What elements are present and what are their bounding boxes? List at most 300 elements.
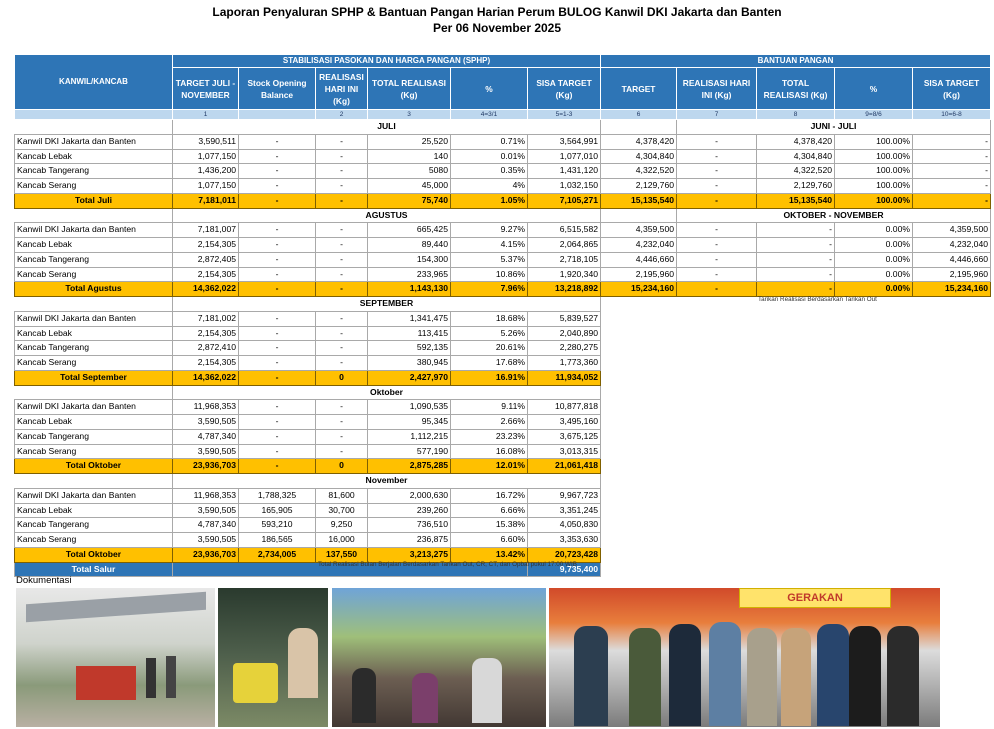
- table-cell: 3,590,505: [173, 415, 239, 430]
- formula-cell: 6: [601, 110, 677, 120]
- total-cell: 137,550: [316, 547, 368, 562]
- bp-cell: 4,304,840: [601, 149, 677, 164]
- bp-cell: 0.00%: [835, 223, 913, 238]
- total-cell: 7,105,271: [528, 193, 601, 208]
- table-cell: 4.15%: [451, 238, 528, 253]
- table-cell: -: [316, 429, 368, 444]
- table-cell: 665,425: [368, 223, 451, 238]
- table-cell: 1,077,010: [528, 149, 601, 164]
- report-title: Laporan Penyaluran SPHP & Bantuan Pangan Harian Perum BULOG Kanwil DKI Jakarta dan Banten: [212, 5, 782, 19]
- section-row: [15, 474, 991, 489]
- total-cell: 7.96%: [451, 282, 528, 297]
- row-label: Kancab Serang: [15, 356, 173, 371]
- table-cell: 736,510: [368, 518, 451, 533]
- bp-section-label: JUNI - JULI: [677, 120, 991, 135]
- table-cell: 1,077,150: [173, 149, 239, 164]
- table-cell: -: [239, 429, 316, 444]
- photo-distribution-tent: [16, 588, 215, 727]
- total-row: [15, 547, 991, 562]
- total-cell: -: [239, 459, 316, 474]
- table-cell: 25,520: [368, 134, 451, 149]
- bp-total-cell: -: [913, 193, 991, 208]
- section-label: November: [173, 474, 601, 489]
- row-label: Kancab Tangerang: [15, 518, 173, 533]
- total-cell: 3,213,275: [368, 547, 451, 562]
- table-cell: -: [316, 238, 368, 253]
- total-label: Total September: [15, 370, 173, 385]
- table-cell: 7,181,002: [173, 311, 239, 326]
- formula-cell: 8: [757, 110, 835, 120]
- bp-cell: 4,359,500: [913, 223, 991, 238]
- table-cell: [601, 311, 991, 326]
- table-cell: 592,135: [368, 341, 451, 356]
- bp-cell: -: [677, 267, 757, 282]
- bp-cell: -: [677, 134, 757, 149]
- section-row: [15, 120, 991, 135]
- table-cell: 233,965: [368, 267, 451, 282]
- table-cell: 380,945: [368, 356, 451, 371]
- bp-cell: 4,304,840: [757, 149, 835, 164]
- table-cell: -: [316, 400, 368, 415]
- table-cell: 3,590,511: [173, 134, 239, 149]
- formula-cell: 7: [677, 110, 757, 120]
- column-header: TOTAL REALISASI (Kg): [757, 68, 835, 110]
- total-cell: 13.42%: [451, 547, 528, 562]
- table-cell: -: [316, 311, 368, 326]
- table-cell: 1,773,360: [528, 356, 601, 371]
- table-cell: 1,436,200: [173, 164, 239, 179]
- bp-cell: -: [677, 164, 757, 179]
- table-row: [15, 415, 991, 430]
- total-cell: 2,734,005: [239, 547, 316, 562]
- bp-section-label: OKTOBER - NOVEMBER: [677, 208, 991, 223]
- table-cell: -: [239, 444, 316, 459]
- row-label: Kancab Lebak: [15, 238, 173, 253]
- row-label: Kancab Serang: [15, 533, 173, 548]
- table-cell: 3,351,245: [528, 503, 601, 518]
- bp-cell: -: [757, 223, 835, 238]
- documentation-label: Dokumentasi: [16, 575, 72, 586]
- row-label: Kanwil DKI Jakarta dan Banten: [15, 134, 173, 149]
- table-cell: [601, 562, 991, 577]
- table-cell: 3,495,160: [528, 415, 601, 430]
- table-cell: -: [316, 223, 368, 238]
- row-label: Kancab Serang: [15, 179, 173, 194]
- table-cell: -: [239, 356, 316, 371]
- table-cell: 236,875: [368, 533, 451, 548]
- bp-total-cell: 15,135,540: [601, 193, 677, 208]
- row-label: Kanwil DKI Jakarta dan Banten: [15, 223, 173, 238]
- table-row: [15, 326, 991, 341]
- column-header: %: [451, 68, 528, 110]
- bp-cell: 0.00%: [835, 252, 913, 267]
- bp-cell: -: [913, 134, 991, 149]
- table-cell: -: [239, 400, 316, 415]
- section-label: AGUSTUS: [173, 208, 601, 223]
- photo-rice-bags-truck: [218, 588, 328, 727]
- row-label: Kancab Tangerang: [15, 252, 173, 267]
- bp-cell: 4,378,420: [601, 134, 677, 149]
- header-group-row: [15, 55, 991, 68]
- photo-banner: GERAKAN: [739, 588, 891, 608]
- table-cell: [601, 533, 991, 548]
- bp-cell: 4,232,040: [913, 238, 991, 253]
- table-row: [15, 164, 991, 179]
- table-cell: -: [316, 134, 368, 149]
- bp-cell: 4,446,660: [601, 252, 677, 267]
- table-row: [15, 134, 991, 149]
- table-cell: 81,600: [316, 488, 368, 503]
- formula-cell: 1: [173, 110, 239, 120]
- bp-cell: 4,359,500: [601, 223, 677, 238]
- table-cell: 3,013,315: [528, 444, 601, 459]
- bp-cell: 2,129,760: [601, 179, 677, 194]
- column-header: REALISASI HARI INI (Kg): [677, 68, 757, 110]
- column-header: TARGET: [601, 68, 677, 110]
- bp-cell: 4,322,520: [601, 164, 677, 179]
- table-cell: 2,718,105: [528, 252, 601, 267]
- table-cell: [601, 429, 991, 444]
- table-cell: -: [239, 179, 316, 194]
- table-cell: 1,032,150: [528, 179, 601, 194]
- table-cell: 0.01%: [451, 149, 528, 164]
- bp-cell: 4,378,420: [757, 134, 835, 149]
- bp-cell: 4,322,520: [757, 164, 835, 179]
- table-cell: -: [316, 341, 368, 356]
- column-header: Stock Opening Balance: [239, 68, 316, 110]
- table-row: [15, 252, 991, 267]
- table-cell: -: [239, 415, 316, 430]
- table-cell: 4,050,830: [528, 518, 601, 533]
- table-cell: 5,839,527: [528, 311, 601, 326]
- total-cell: -: [316, 193, 368, 208]
- table-cell: 2,872,405: [173, 252, 239, 267]
- table-cell: 154,300: [368, 252, 451, 267]
- table-row: [15, 179, 991, 194]
- total-cell: 0: [316, 459, 368, 474]
- row-label: Kancab Lebak: [15, 415, 173, 430]
- table-cell: 2,064,865: [528, 238, 601, 253]
- table-row: [15, 518, 991, 533]
- table-cell: [15, 208, 173, 223]
- table-cell: [601, 459, 991, 474]
- table-cell: -: [239, 134, 316, 149]
- total-cell: 23,936,703: [173, 459, 239, 474]
- table-cell: 3,353,630: [528, 533, 601, 548]
- table-cell: -: [316, 267, 368, 282]
- table-cell: 10.86%: [451, 267, 528, 282]
- total-row: [15, 459, 991, 474]
- table-cell: 5080: [368, 164, 451, 179]
- table-cell: 4,787,340: [173, 429, 239, 444]
- table-cell: -: [239, 326, 316, 341]
- total-cell: -: [239, 193, 316, 208]
- table-cell: 4,787,340: [173, 518, 239, 533]
- table-cell: 2,280,275: [528, 341, 601, 356]
- table-cell: 3,590,505: [173, 444, 239, 459]
- table-row: [15, 533, 991, 548]
- bp-cell: 2,195,960: [913, 267, 991, 282]
- table-cell: -: [316, 164, 368, 179]
- table-cell: 2.66%: [451, 415, 528, 430]
- bp-cell: 2,129,760: [757, 179, 835, 194]
- table-row: [15, 267, 991, 282]
- total-row: [15, 193, 991, 208]
- table-cell: -: [239, 164, 316, 179]
- total-cell: 23,936,703: [173, 547, 239, 562]
- bp-cell: -: [677, 179, 757, 194]
- row-label: Kanwil DKI Jakarta dan Banten: [15, 311, 173, 326]
- table-cell: [15, 474, 173, 489]
- table-cell: [601, 326, 991, 341]
- header-bp-group: BANTUAN PANGAN: [601, 55, 991, 68]
- total-cell: 2,875,285: [368, 459, 451, 474]
- distribution-table: [14, 54, 991, 577]
- table-row: [15, 444, 991, 459]
- formula-cell: [239, 110, 316, 120]
- table-row: [15, 341, 991, 356]
- table-row: [15, 238, 991, 253]
- total-label: Total Juli: [15, 193, 173, 208]
- row-label: Kancab Lebak: [15, 149, 173, 164]
- total-cell: 1,143,130: [368, 282, 451, 297]
- photo-crowd-market: [332, 588, 546, 727]
- table-cell: 6,515,582: [528, 223, 601, 238]
- total-row: [15, 370, 991, 385]
- total-cell: -: [239, 370, 316, 385]
- report-date: Per 06 November 2025: [432, 21, 562, 35]
- table-cell: 2,154,305: [173, 356, 239, 371]
- bp-cell: -: [677, 223, 757, 238]
- total-cell: 14,362,022: [173, 282, 239, 297]
- bp-cell: 0.00%: [835, 267, 913, 282]
- table-cell: 10,877,818: [528, 400, 601, 415]
- bp-cell: -: [757, 238, 835, 253]
- table-cell: -: [239, 223, 316, 238]
- bp-cell: 2,195,960: [601, 267, 677, 282]
- bp-cell: 0.00%: [835, 238, 913, 253]
- table-cell: 3,675,125: [528, 429, 601, 444]
- table-row: [15, 223, 991, 238]
- total-cell: 11,934,052: [528, 370, 601, 385]
- table-cell: -: [316, 444, 368, 459]
- table-cell: 45,000: [368, 179, 451, 194]
- table-cell: 2,000,630: [368, 488, 451, 503]
- table-cell: 0.35%: [451, 164, 528, 179]
- bp-cell: -: [677, 238, 757, 253]
- bp-cell: 4,232,040: [601, 238, 677, 253]
- total-cell: 2,427,970: [368, 370, 451, 385]
- table-cell: 11,968,353: [173, 400, 239, 415]
- table-cell: 4%: [451, 179, 528, 194]
- header-sphp-group: STABILISASI PASOKAN DAN HARGA PANGAN (SPHP): [173, 55, 601, 68]
- table-cell: 3,564,991: [528, 134, 601, 149]
- table-row: [15, 488, 991, 503]
- table-row: [15, 503, 991, 518]
- table-cell: 3,590,505: [173, 503, 239, 518]
- column-header: %: [835, 68, 913, 110]
- total-cell: -: [239, 282, 316, 297]
- table-cell: -: [316, 149, 368, 164]
- table-cell: [601, 400, 991, 415]
- table-cell: -: [239, 252, 316, 267]
- table-cell: 9.11%: [451, 400, 528, 415]
- bp-total-cell: 100.00%: [835, 193, 913, 208]
- photo-officials-group: [549, 588, 940, 727]
- bp-cell: -: [913, 149, 991, 164]
- total-salur-value: 9,735,400: [528, 562, 601, 577]
- total-row: [15, 282, 991, 297]
- section-label: SEPTEMBER: [173, 297, 601, 312]
- table-cell: [15, 297, 173, 312]
- bp-cell: 100.00%: [835, 134, 913, 149]
- table-row: [15, 429, 991, 444]
- table-cell: [601, 444, 991, 459]
- table-cell: 1,431,120: [528, 164, 601, 179]
- formula-cell: 2: [316, 110, 368, 120]
- table-cell: 3,590,505: [173, 533, 239, 548]
- total-salur-label: Total Salur: [15, 562, 173, 577]
- table-cell: 0.71%: [451, 134, 528, 149]
- table-cell: -: [239, 341, 316, 356]
- table-row: [15, 149, 991, 164]
- section-label: Oktober: [173, 385, 601, 400]
- table-cell: 9,967,723: [528, 488, 601, 503]
- formula-cell: [15, 110, 173, 120]
- table-cell: 1,090,535: [368, 400, 451, 415]
- total-label: Total Oktober: [15, 547, 173, 562]
- row-label: Kanwil DKI Jakarta dan Banten: [15, 488, 173, 503]
- column-header: TOTAL REALISASI (Kg): [368, 68, 451, 110]
- total-cell: 13,218,892: [528, 282, 601, 297]
- table-cell: -: [239, 238, 316, 253]
- table-cell: [601, 503, 991, 518]
- column-header: REALISASI HARI INI (Kg): [316, 68, 368, 110]
- table-cell: [601, 547, 991, 562]
- table-cell: 17.68%: [451, 356, 528, 371]
- header-formula-row: [15, 110, 991, 120]
- table-cell: [601, 474, 991, 489]
- table-cell: 165,905: [239, 503, 316, 518]
- bp-total-cell: 15,234,160: [601, 282, 677, 297]
- table-cell: 95,345: [368, 415, 451, 430]
- table-cell: 1,341,475: [368, 311, 451, 326]
- table-cell: 16,000: [316, 533, 368, 548]
- bp-cell: -: [677, 149, 757, 164]
- table-cell: -: [239, 267, 316, 282]
- table-cell: -: [239, 311, 316, 326]
- formula-cell: 3: [368, 110, 451, 120]
- table-cell: 9.27%: [451, 223, 528, 238]
- column-header: SISA TARGET (Kg): [528, 68, 601, 110]
- row-label: Kancab Serang: [15, 444, 173, 459]
- table-cell: -: [316, 326, 368, 341]
- table-cell: [601, 415, 991, 430]
- formula-cell: 5=1-3: [528, 110, 601, 120]
- table-cell: 1,920,340: [528, 267, 601, 282]
- table-cell: -: [316, 356, 368, 371]
- table-cell: 7,181,007: [173, 223, 239, 238]
- section-label: JULI: [173, 120, 601, 135]
- total-cell: 1.05%: [451, 193, 528, 208]
- table-cell: 239,260: [368, 503, 451, 518]
- table-cell: -: [239, 149, 316, 164]
- total-label: Total Oktober: [15, 459, 173, 474]
- bp-total-cell: 15,135,540: [757, 193, 835, 208]
- table-cell: 16.08%: [451, 444, 528, 459]
- table-cell: -: [316, 415, 368, 430]
- table-cell: 593,210: [239, 518, 316, 533]
- total-label: Total Agustus: [15, 282, 173, 297]
- bp-cell: 100.00%: [835, 164, 913, 179]
- table-cell: 5.26%: [451, 326, 528, 341]
- header-kanwil: KANWIL/KANCAB: [15, 55, 173, 110]
- table-cell: 577,190: [368, 444, 451, 459]
- bp-cell: -: [757, 267, 835, 282]
- row-label: Kancab Tangerang: [15, 341, 173, 356]
- table-cell: -: [316, 179, 368, 194]
- total-cell: 7,181,011: [173, 193, 239, 208]
- table-cell: 6.66%: [451, 503, 528, 518]
- bp-total-cell: -: [677, 282, 757, 297]
- table-cell: [15, 120, 173, 135]
- table-cell: 2,872,410: [173, 341, 239, 356]
- total-cell: 12.01%: [451, 459, 528, 474]
- section-row: [15, 208, 991, 223]
- table-cell: 2,040,890: [528, 326, 601, 341]
- table-cell: 6.60%: [451, 533, 528, 548]
- total-cell: 14,362,022: [173, 370, 239, 385]
- total-cell: 16.91%: [451, 370, 528, 385]
- table-cell: [15, 385, 173, 400]
- bp-cell: 4,446,660: [913, 252, 991, 267]
- total-cell: 20,723,428: [528, 547, 601, 562]
- table-cell: [601, 370, 991, 385]
- table-cell: [601, 385, 991, 400]
- total-cell: 21,061,418: [528, 459, 601, 474]
- table-row: [15, 311, 991, 326]
- bp-cell: 100.00%: [835, 149, 913, 164]
- bp-total-cell: -: [677, 193, 757, 208]
- table-cell: 11,968,353: [173, 488, 239, 503]
- table-cell: [601, 208, 677, 223]
- formula-cell: 9=8/6: [835, 110, 913, 120]
- table-cell: 23.23%: [451, 429, 528, 444]
- table-cell: -: [316, 252, 368, 267]
- table-cell: [601, 120, 677, 135]
- table-cell: 9,250: [316, 518, 368, 533]
- table-cell: 16.72%: [451, 488, 528, 503]
- total-cell: 75,740: [368, 193, 451, 208]
- table-cell: 18.68%: [451, 311, 528, 326]
- bp-total-cell: 15,234,160: [913, 282, 991, 297]
- bp-cell: -: [913, 164, 991, 179]
- bp-cell: -: [913, 179, 991, 194]
- section-row: [15, 385, 991, 400]
- bp-cell: 100.00%: [835, 179, 913, 194]
- table-cell: [601, 341, 991, 356]
- table-row: [15, 356, 991, 371]
- table-cell: 1,077,150: [173, 179, 239, 194]
- table-cell: 113,415: [368, 326, 451, 341]
- total-cell: 0: [316, 370, 368, 385]
- row-label: Kancab Tangerang: [15, 164, 173, 179]
- formula-cell: 10=6-8: [913, 110, 991, 120]
- table-cell: 2,154,305: [173, 326, 239, 341]
- table-cell: 20.61%: [451, 341, 528, 356]
- table-cell: [601, 488, 991, 503]
- row-label: Kanwil DKI Jakarta dan Banten: [15, 400, 173, 415]
